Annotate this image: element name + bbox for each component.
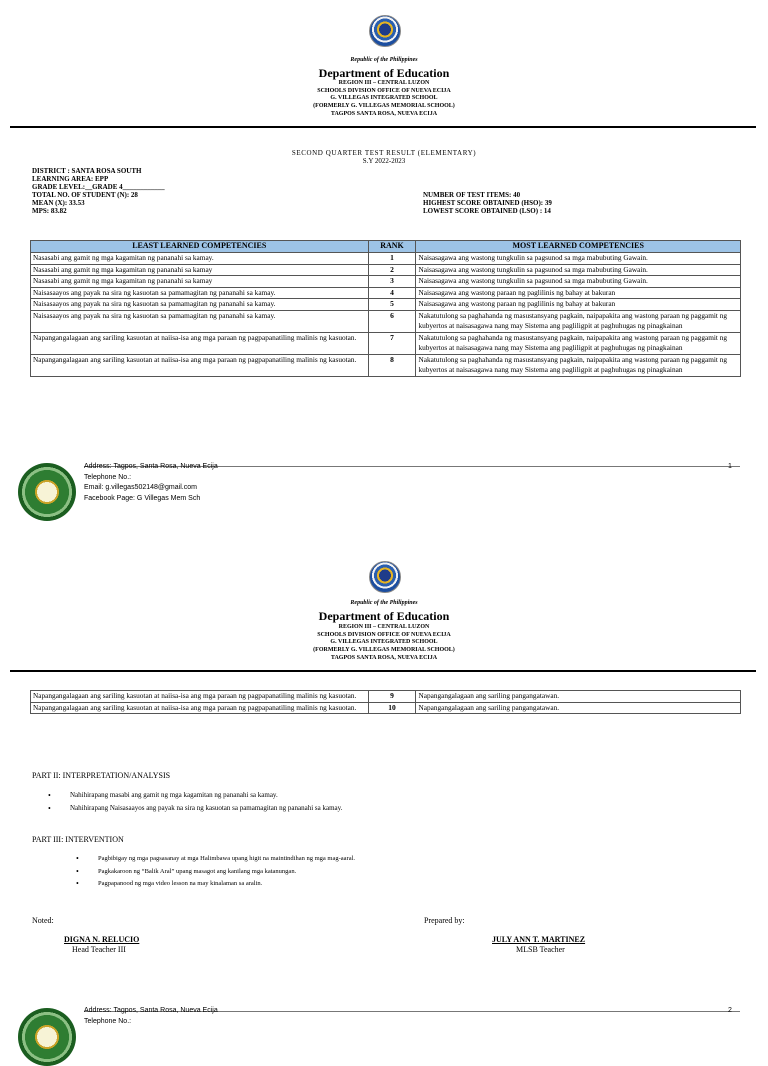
rank-cell: 10 bbox=[368, 702, 416, 714]
highest-score-label: HIGHEST SCORE OBTAINED (HSO): 39 bbox=[423, 199, 552, 207]
part2-title: PART II: INTERPRETATION/ANALYSIS bbox=[32, 771, 171, 780]
noted-label: Noted: bbox=[32, 916, 54, 925]
republic-label: Republic of the Philippines bbox=[350, 57, 418, 63]
school-address: TAGPOS SANTA ROSA, NUEVA ECIJA bbox=[330, 111, 438, 117]
footer-telephone: Telephone No.: bbox=[84, 473, 132, 481]
noted-name: DIGNA N. RELUCIO bbox=[64, 935, 140, 944]
part3-title: PART III: INTERVENTION bbox=[32, 835, 124, 844]
table-row bbox=[31, 702, 741, 714]
rank-cell: 9 bbox=[368, 691, 416, 703]
school-label: G. VILLEGAS INTEGRATED SCHOOL bbox=[330, 95, 438, 101]
region-label: REGION III – CENTRAL LUZON bbox=[338, 80, 430, 86]
most-competency-cell: Naisasagawa ang wastong tungkulin sa pagsunod sa mga mabubuting Gawain. bbox=[416, 276, 741, 288]
least-competency-cell: Naisasaayos ang payak na sira ng kasuotan sa pamamagitan ng pananahi sa kamay. bbox=[31, 287, 369, 299]
least-competency-cell: Nasasabi ang gamit ng mga kagamitan ng pananahi sa kamay bbox=[31, 276, 369, 288]
department-title: Department of Education bbox=[318, 66, 450, 80]
footer-info bbox=[84, 462, 384, 504]
table-header-row bbox=[31, 241, 741, 253]
list-item: • Pagkakaroon ng “Balik Aral” upang masagot ang kanilang mga katanungan. bbox=[76, 866, 726, 879]
school-logo bbox=[18, 463, 76, 521]
table-row bbox=[31, 287, 741, 299]
rank-cell: 6 bbox=[368, 310, 416, 332]
rank-cell: 7 bbox=[368, 332, 416, 354]
prepared-label: Prepared by: bbox=[424, 916, 465, 925]
least-competency-cell: Nasasabi ang gamit ng mga kagamitan ng pananahi sa kamay bbox=[31, 264, 369, 276]
mps-label: MPS: 83.82 bbox=[32, 207, 67, 215]
table-row bbox=[31, 691, 741, 703]
page-number: 1 bbox=[728, 463, 732, 470]
most-competency-cell: Napangangalagaan ang sariling pangangatawan. bbox=[416, 691, 741, 703]
list-item: • Nahihirapang Naisasaayos ang payak na sira ng kasuotan sa pamamagitan ng pananahi sa kamay. bbox=[48, 802, 728, 815]
list-item: • Nahihirapang masabi ang gamit ng mga kagamitan ng pananahi sa kamay. bbox=[48, 789, 728, 802]
rank-header: RANK bbox=[368, 241, 416, 253]
test-items-label: NUMBER OF TEST ITEMS: 40 bbox=[423, 191, 521, 199]
meta-left bbox=[32, 167, 362, 215]
least-competency-cell: Naisasaayos ang payak na sira ng kasuotan sa pamamagitan ng pananahi sa kamay. bbox=[31, 310, 369, 332]
least-learned-header: LEAST LEARNED COMPETENCIES bbox=[31, 241, 369, 253]
header-divider bbox=[10, 126, 756, 128]
division-label: SCHOOLS DIVISION OFFICE OF NUEVA ECIJA bbox=[317, 631, 451, 638]
most-competency-cell: Nakatutulong sa paghahanda ng masustansyang pagkain, naipapakita ang wastong paraan ng paggamit ng kubyertos at naisasagawa nang may Sistema ang pagliligpit at paghuhugas ng pinagkainan bbox=[416, 354, 741, 376]
least-competency-cell: Napangangalagaan ang sariling kasuotan at naiisa-isa ang mga paraan ng pagpapanatiling malinis ng kasuotan. bbox=[31, 332, 369, 354]
department-title: Department of Education bbox=[318, 609, 450, 623]
most-competency-cell: Naisasagawa ang wastong tungkulin sa pagsunod sa mga mabubuting Gawain. bbox=[416, 253, 741, 265]
most-competency-cell: Nakatutulong sa paghahanda ng masustansyang pagkain, naipapakita ang wastong paraan ng paggamit ng kubyertos at naisasagawa nang may Sistema ang pagliligpit at paghuhugas ng pinagkainan bbox=[416, 332, 741, 354]
rank-cell: 2 bbox=[368, 264, 416, 276]
footer-address: Address: Tagpos, Santa Rosa, Nueva Ecija bbox=[84, 1007, 218, 1014]
school-year: S.Y 2022-2023 bbox=[362, 157, 406, 165]
grade-level-label: GRADE LEVEL:__GRADE 4____________ bbox=[32, 183, 165, 191]
lowest-score-label: LOWEST SCORE OBTAINED (LSO) : 14 bbox=[423, 207, 551, 215]
table-row bbox=[31, 264, 741, 276]
competency-table-continued bbox=[30, 690, 741, 714]
republic-label: Republic of the Philippines bbox=[350, 600, 418, 606]
most-competency-cell: Naisasagawa ang wastong paraan ng paglilinis ng bahay at bakuran bbox=[416, 287, 741, 299]
total-students-label: TOTAL NO. OF STUDENT (N): 28 bbox=[32, 191, 138, 199]
footer-telephone: Telephone No.: bbox=[84, 1017, 132, 1025]
most-learned-header: MOST LEARNED COMPETENCIES bbox=[416, 241, 741, 253]
noted-title: Head Teacher III bbox=[72, 945, 126, 954]
prepared-title: MLSB Teacher bbox=[516, 945, 565, 954]
least-competency-cell: Napangangalagaan ang sariling kasuotan at naiisa-isa ang mga paraan ng pagpapanatiling malinis ng kasuotan. bbox=[31, 354, 369, 376]
rank-cell: 3 bbox=[368, 276, 416, 288]
division-label: SCHOOLS DIVISION OFFICE OF NUEVA ECIJA bbox=[317, 87, 451, 94]
formerly-label: (FORMERLY G. VILLEGAS MEMORIAL SCHOOL) bbox=[313, 647, 455, 653]
rank-cell: 1 bbox=[368, 253, 416, 265]
part2-list bbox=[48, 789, 728, 815]
least-competency-cell: Napangangalagaan ang sariling kasuotan at naiisa-isa ang mga paraan ng pagpapanatiling malinis ng kasuotan. bbox=[31, 702, 369, 714]
most-competency-cell: Naisasagawa ang wastong paraan ng paglilinis ng bahay at bakuran bbox=[416, 299, 741, 311]
school-label: G. VILLEGAS INTEGRATED SCHOOL bbox=[330, 639, 438, 645]
prepared-name: JULY ANN T. MARTINEZ bbox=[492, 935, 586, 944]
table-row bbox=[31, 276, 741, 288]
most-competency-cell: Nakatutulong sa paghahanda ng masustansyang pagkain, naipapakita ang wastong paraan ng paggamit ng kubyertos at naisasagawa nang may Sistema ang pagliligpit at paghuhugas ng pinagkainan bbox=[416, 310, 741, 332]
most-competency-cell: Naisasagawa ang wastong tungkulin sa pagsunod sa mga mabubuting Gawain. bbox=[416, 264, 741, 276]
deped-seal bbox=[369, 15, 401, 47]
rank-cell: 5 bbox=[368, 299, 416, 311]
table-row bbox=[31, 310, 741, 332]
learning-area-label: LEARNING AREA: EPP bbox=[32, 175, 109, 183]
school-logo bbox=[18, 1008, 76, 1066]
region-label: REGION III – CENTRAL LUZON bbox=[338, 624, 430, 630]
footer-facebook: Facebook Page: G Villegas Mem Sch bbox=[84, 494, 201, 502]
list-item: • Pagpapanood ng mga video lesson na may kinalaman sa aralin. bbox=[76, 878, 726, 891]
least-competency-cell: Nasasabi ang gamit ng mga kagamitan ng pananahi sa kamay. bbox=[31, 253, 369, 265]
formerly-label: (FORMERLY G. VILLEGAS MEMORIAL SCHOOL) bbox=[313, 103, 455, 109]
district-label: DISTRICT : SANTA ROSA SOUTH bbox=[32, 167, 142, 175]
table-row bbox=[31, 332, 741, 354]
table-row bbox=[31, 299, 741, 311]
deped-seal bbox=[369, 561, 401, 593]
report-title: SECOND QUARTER TEST RESULT (ELEMENTARY) bbox=[291, 149, 477, 157]
page-number: 2 bbox=[728, 1007, 732, 1014]
mean-label: MEAN (X): 33.53 bbox=[32, 199, 85, 207]
least-competency-cell: Naisasaayos ang payak na sira ng kasuotan sa pamamagitan ng pananahi sa kamay. bbox=[31, 299, 369, 311]
most-competency-cell: Napangangalagaan ang sariling pangangatawan. bbox=[416, 702, 741, 714]
footer-email: Email: g.villegas502148@gmail.com bbox=[84, 484, 197, 491]
footer-address: Address: Tagpos, Santa Rosa, Nueva Ecija bbox=[84, 463, 218, 470]
least-competency-cell: Napangangalagaan ang sariling kasuotan at naiisa-isa ang mga paraan ng pagpapanatiling malinis ng kasuotan. bbox=[31, 691, 369, 703]
rank-cell: 4 bbox=[368, 287, 416, 299]
part3-list bbox=[76, 853, 726, 891]
meta-right bbox=[423, 191, 743, 215]
header-divider bbox=[10, 670, 756, 672]
table-row bbox=[31, 253, 741, 265]
rank-cell: 8 bbox=[368, 354, 416, 376]
school-address: TAGPOS SANTA ROSA, NUEVA ECIJA bbox=[330, 655, 438, 661]
competency-table bbox=[30, 240, 741, 377]
list-item: • Pagbibigay ng mga pagsasanay at mga Halimbawa upang higit na maintindihan ng mga mag-aaral. bbox=[76, 853, 726, 866]
table-row bbox=[31, 354, 741, 376]
